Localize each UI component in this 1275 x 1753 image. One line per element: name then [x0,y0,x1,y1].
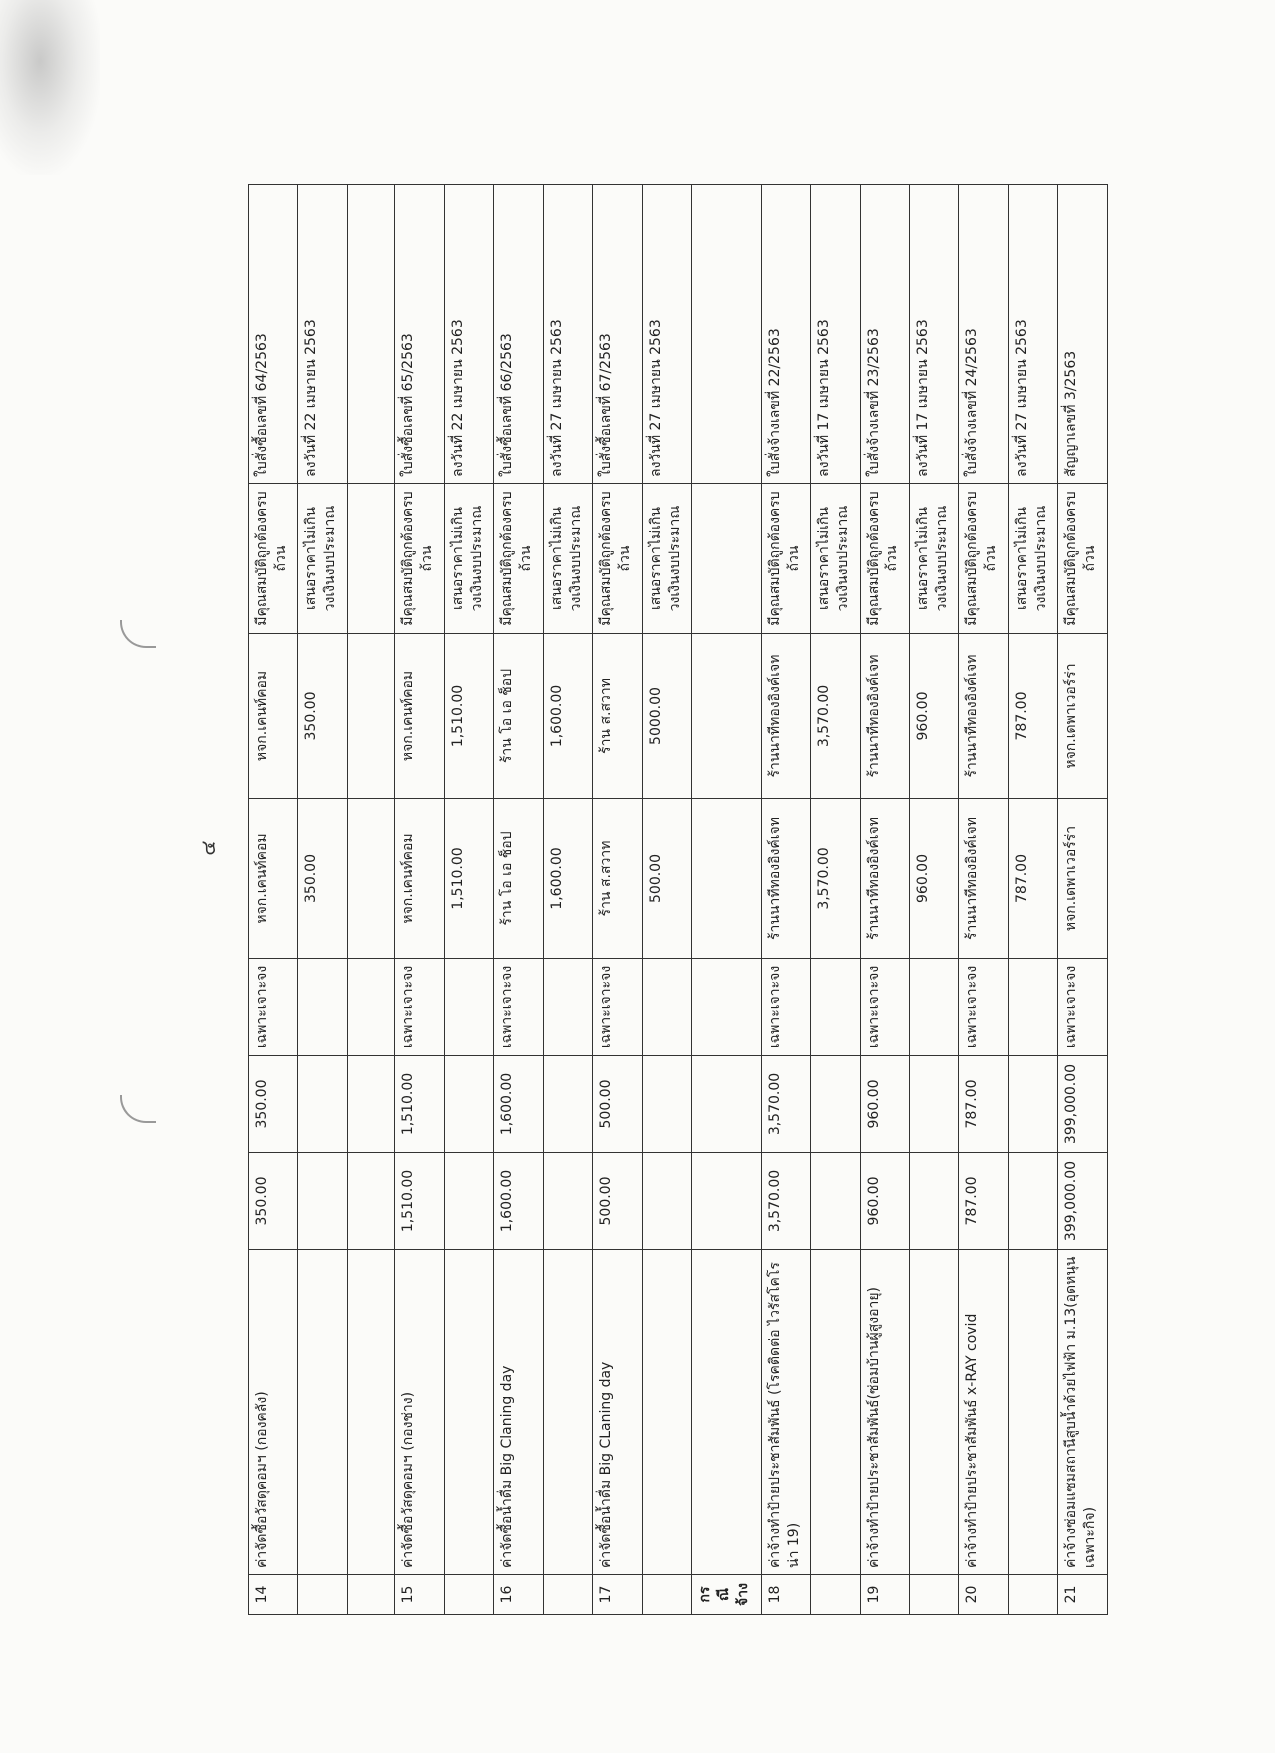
selected-vendor: 3,570.00 [811,799,860,959]
table-row [959,185,1008,1615]
budget-amount: 399,000.00 [1058,1153,1108,1250]
selection-reason: เสนอราคาไม่เกินวงเงินงบประมาณ [642,484,691,634]
median-price [543,1056,592,1153]
procurement-method [347,959,395,1056]
budget-amount: 3,570.00 [761,1153,810,1250]
table-row [249,185,298,1615]
selection-reason: มีคุณสมบัติถูกต้องครบถ้วน [959,484,1008,634]
procurement-method: เฉพาะเจาะจง [395,959,444,1056]
item-description: ค่าจัดซื้อน้ำดื่ม Big Claning day [494,1250,543,1575]
row-number: 16 [494,1575,543,1615]
row-number: 20 [959,1575,1008,1615]
table-row [860,185,909,1615]
selected-vendor [692,799,761,959]
procurement-method [910,959,959,1056]
punch-hole-mark [120,620,156,648]
contract-reference [347,185,395,484]
bidder-and-price [347,634,395,799]
budget-amount: 1,510.00 [395,1153,444,1250]
row-number [910,1575,959,1615]
item-description [1008,1250,1057,1575]
budget-amount: 350.00 [249,1153,298,1250]
selection-reason: เสนอราคาไม่เกินวงเงินงบประมาณ [1008,484,1057,634]
budget-amount: 960.00 [860,1153,909,1250]
selection-reason: มีคุณสมบัติถูกต้องครบถ้วน [1058,484,1108,634]
table-row [395,185,444,1615]
budget-amount: 1,600.00 [494,1153,543,1250]
row-number [298,1575,347,1615]
contract-reference: ลงวันที่ 22 เมษายน 2563 [444,185,493,484]
procurement-method: เฉพาะเจาะจง [593,959,642,1056]
median-price: 1,600.00 [494,1056,543,1153]
procurement-method [298,959,347,1056]
table-row [692,185,761,1615]
page-number: ๔ [196,840,220,856]
contract-reference: ใบสั่งซื้อเลขที่ 67/2563 [593,185,642,484]
contract-reference: ลงวันที่ 27 เมษายน 2563 [543,185,592,484]
bidder-and-price: ร้านนาทีทองอิงค์เจท [761,634,810,799]
bidder-and-price: ร้านนาทีทองอิงค์เจท [959,634,1008,799]
median-price [1008,1056,1057,1153]
selection-reason: เสนอราคาไม่เกินวงเงินงบประมาณ [910,484,959,634]
item-description [910,1250,959,1575]
contract-reference [692,185,761,484]
selected-vendor [347,799,395,959]
selected-vendor: 350.00 [298,799,347,959]
table-row [494,185,543,1615]
contract-reference: ลงวันที่ 17 เมษายน 2563 [811,185,860,484]
selected-vendor: ร้าน โอ เอ ช็อป [494,799,543,959]
budget-amount: 500.00 [593,1153,642,1250]
row-number [347,1575,395,1615]
median-price: 350.00 [249,1056,298,1153]
median-price [642,1056,691,1153]
selection-reason: เสนอราคาไม่เกินวงเงินงบประมาณ [543,484,592,634]
median-price [910,1056,959,1153]
selected-vendor: 787.00 [1008,799,1057,959]
median-price [811,1056,860,1153]
budget-amount [543,1153,592,1250]
budget-amount [910,1153,959,1250]
item-description [692,1250,761,1575]
selected-vendor: 500.00 [642,799,691,959]
selected-vendor: 1,510.00 [444,799,493,959]
budget-amount [642,1153,691,1250]
contract-reference: สัญญาเลขที่ 3/2563 [1058,185,1108,484]
selected-vendor: ร้านนาทีทองอิงค์เจท [860,799,909,959]
selection-reason: มีคุณสมบัติถูกต้องครบถ้วน [860,484,909,634]
selected-vendor: ร้านนาทีทองอิงค์เจท [959,799,1008,959]
contract-reference: ใบสั่งซื้อเลขที่ 66/2563 [494,185,543,484]
row-number [444,1575,493,1615]
median-price: 500.00 [593,1056,642,1153]
procurement-method: เฉพาะเจาะจง [494,959,543,1056]
item-description [642,1250,691,1575]
bidder-and-price [692,634,761,799]
table-row [642,185,691,1615]
median-price [347,1056,395,1153]
bidder-and-price: 960.00 [910,634,959,799]
budget-amount: 787.00 [959,1153,1008,1250]
item-description: ค่าจัดซื้อน้ำดื่ม Big CLaning day [593,1250,642,1575]
procurement-method: เฉพาะเจาะจง [1058,959,1108,1056]
procurement-method: เฉพาะเจาะจง [249,959,298,1056]
item-description: ค่าจัดซื้อวัสดุคอมฯ (กองช่าง) [395,1250,444,1575]
table-row [543,185,592,1615]
procurement-method [444,959,493,1056]
row-number: กรณีจ้าง [692,1575,761,1615]
median-price: 399,000.00 [1058,1056,1108,1153]
selected-vendor: หจก.เคนท์คอม [249,799,298,959]
selection-reason: เสนอราคาไม่เกินวงเงินงบประมาณ [298,484,347,634]
table-row [910,185,959,1615]
budget-amount [298,1153,347,1250]
table-row [1008,185,1057,1615]
item-description: ค่าจ้างซ่อมแซมสถานีสูบน้ำด้วยไฟฟ้า ม.13(อุดหนุนเฉพาะกิจ) [1058,1250,1108,1575]
bidder-and-price: หจก.เดพาเวอร์ร่า [1058,634,1108,799]
budget-amount [692,1153,761,1250]
row-number: 21 [1058,1575,1108,1615]
selection-reason: มีคุณสมบัติถูกต้องครบถ้วน [395,484,444,634]
median-price: 3,570.00 [761,1056,810,1153]
selected-vendor: ร้าน ส.สวาท [593,799,642,959]
selection-reason: เสนอราคาไม่เกินวงเงินงบประมาณ [444,484,493,634]
selection-reason: มีคุณสมบัติถูกต้องครบถ้วน [494,484,543,634]
bidder-and-price: หจก.เคนท์คอม [395,634,444,799]
budget-amount [444,1153,493,1250]
item-description: ค่าจ้างทำป้ายประชาสัมพันธ์ x-RAY covid [959,1250,1008,1575]
procurement-method [1008,959,1057,1056]
median-price [298,1056,347,1153]
bidder-and-price: 5000.00 [642,634,691,799]
bidder-and-price: 1,600.00 [543,634,592,799]
table-row [1058,185,1108,1615]
selection-reason: เสนอราคาไม่เกินวงเงินงบประมาณ [811,484,860,634]
selected-vendor: 960.00 [910,799,959,959]
row-number: 14 [249,1575,298,1615]
median-price: 960.00 [860,1056,909,1153]
bidder-and-price: 3,570.00 [811,634,860,799]
table-row [811,185,860,1615]
median-price [444,1056,493,1153]
contract-reference: ลงวันที่ 17 เมษายน 2563 [910,185,959,484]
item-description [298,1250,347,1575]
procurement-method [811,959,860,1056]
scan-smudge [0,0,100,175]
bidder-and-price: ร้าน ส.สวาท [593,634,642,799]
contract-reference: ใบสั่งจ้างเลขที่ 22/2563 [761,185,810,484]
contract-reference: ลงวันที่ 22 เมษายน 2563 [298,185,347,484]
bidder-and-price: 350.00 [298,634,347,799]
row-number [811,1575,860,1615]
selection-reason [347,484,395,634]
row-number [543,1575,592,1615]
bidder-and-price: ร้านนาทีทองอิงค์เจท [860,634,909,799]
bidder-and-price: หจก.เคนท์คอม [249,634,298,799]
contract-reference: ใบสั่งจ้างเลขที่ 23/2563 [860,185,909,484]
bidder-and-price: 1,510.00 [444,634,493,799]
item-description: ค่าจ้างทำป้ายประชาสัมพันธ์ (โรคติดต่อ ไวรัสโคโรน่า 19) [761,1250,810,1575]
punch-hole-mark [120,1095,156,1123]
procurement-table [248,184,1108,1615]
bidder-and-price: ร้าน โอ เอ ช็อป [494,634,543,799]
contract-reference: ลงวันที่ 27 เมษายน 2563 [642,185,691,484]
item-description: ค่าจ้างทำป้ายประชาสัมพันธ์(ซ่อมบ้านผู้สูงอายุ) [860,1250,909,1575]
contract-reference: ใบสั่งซื้อเลขที่ 65/2563 [395,185,444,484]
procurement-method [642,959,691,1056]
row-number [642,1575,691,1615]
table-row [444,185,493,1615]
selection-reason [692,484,761,634]
row-number: 15 [395,1575,444,1615]
contract-reference: ใบสั่งจ้างเลขที่ 24/2563 [959,185,1008,484]
item-description [811,1250,860,1575]
budget-amount [347,1153,395,1250]
median-price [692,1056,761,1153]
budget-amount [811,1153,860,1250]
row-number: 18 [761,1575,810,1615]
procurement-method: เฉพาะเจาะจง [860,959,909,1056]
procurement-method [692,959,761,1056]
item-description [347,1250,395,1575]
item-description: ค่าจัดซื้อวัสดุคอมฯ (กองคลัง) [249,1250,298,1575]
budget-amount [1008,1153,1057,1250]
contract-reference: ลงวันที่ 27 เมษายน 2563 [1008,185,1057,484]
selection-reason: มีคุณสมบัติถูกต้องครบถ้วน [593,484,642,634]
table-row [298,185,347,1615]
table-row [761,185,810,1615]
item-description [543,1250,592,1575]
selected-vendor: 1,600.00 [543,799,592,959]
procurement-table-sheet [248,185,1108,1615]
row-number: 19 [860,1575,909,1615]
selected-vendor: ร้านนาทีทองอิงค์เจท [761,799,810,959]
procurement-method [543,959,592,1056]
contract-reference: ใบสั่งซื้อเลขที่ 64/2563 [249,185,298,484]
row-number: 17 [593,1575,642,1615]
selection-reason: มีคุณสมบัติถูกต้องครบถ้วน [761,484,810,634]
selected-vendor: หจก.เคนท์คอม [395,799,444,959]
selection-reason: มีคุณสมบัติถูกต้องครบถ้วน [249,484,298,634]
table-row [347,185,395,1615]
table-row [593,185,642,1615]
item-description [444,1250,493,1575]
selected-vendor: หจก.เดพาเวอร์ร่า [1058,799,1108,959]
procurement-method: เฉพาะเจาะจง [761,959,810,1056]
row-number [1008,1575,1057,1615]
procurement-method: เฉพาะเจาะจง [959,959,1008,1056]
median-price: 787.00 [959,1056,1008,1153]
bidder-and-price: 787.00 [1008,634,1057,799]
median-price: 1,510.00 [395,1056,444,1153]
